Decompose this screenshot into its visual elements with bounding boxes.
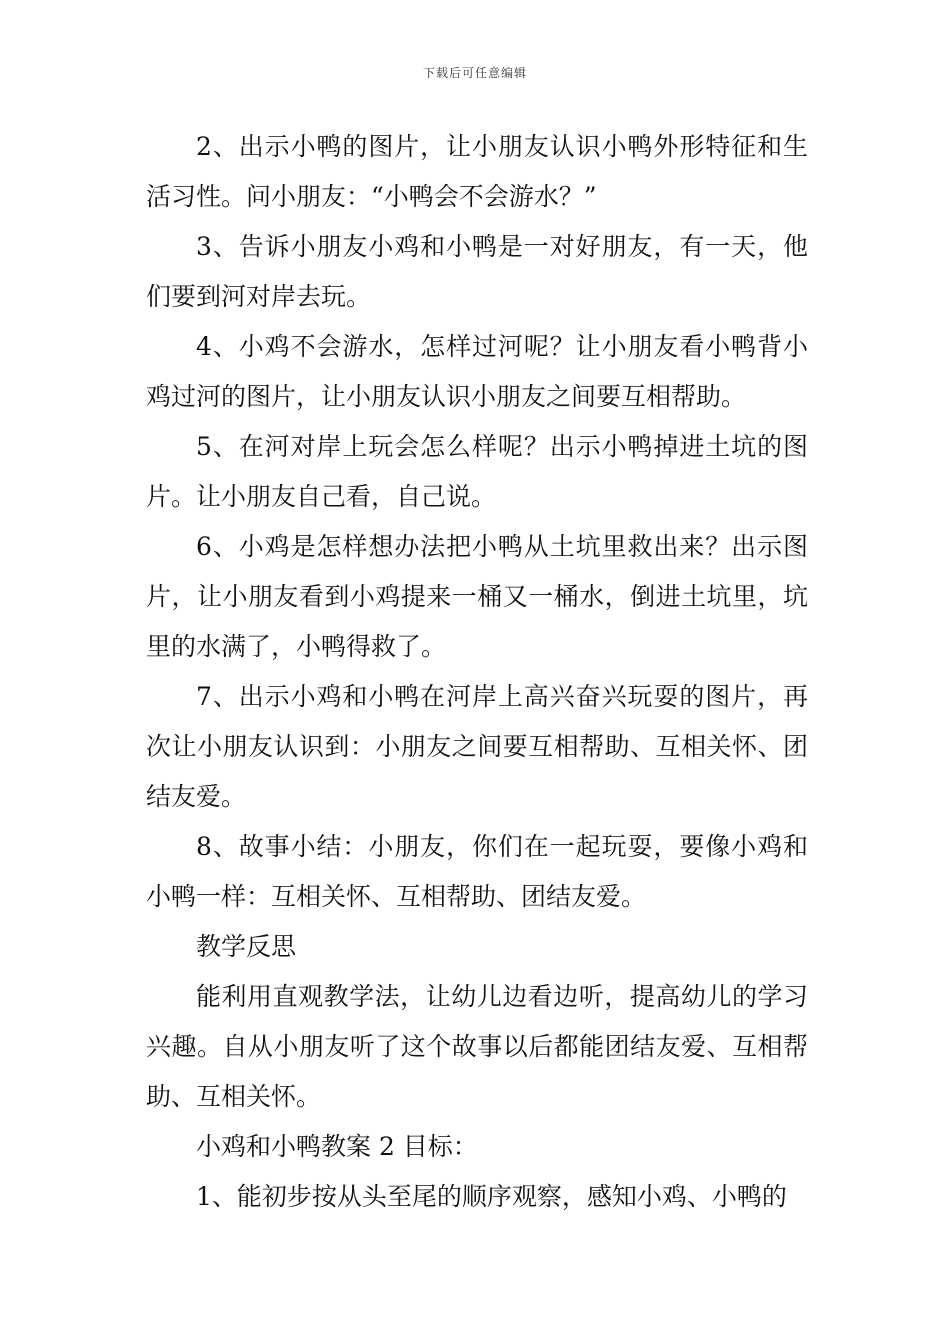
page-header-note: 下载后可任意编辑 <box>422 66 527 80</box>
paragraph-step-5: 5、在河对岸上玩会怎么样呢？出示小鸭掉进土坑的图片。让小朋友自己看，自己说。 <box>146 432 808 511</box>
section-heading-reflection: 教学反思 <box>196 932 297 961</box>
section-heading-lesson-2-goals: 小鸡和小鸭教案 2 目标： <box>196 1132 478 1161</box>
paragraph-step-7: 7、出示小鸡和小鸭在河岸上高兴奋兴玩耍的图片，再次让小朋友认识到：小朋友之间要互相帮助、互相关怀、团结友爱。 <box>146 682 808 811</box>
paragraph-step-3: 3、告诉小朋友小鸡和小鸭是一对好朋友，有一天，他们要到河对岸去玩。 <box>146 232 808 311</box>
paragraph-step-4: 4、小鸡不会游水，怎样过河呢？让小朋友看小鸭背小鸡过河的图片，让小朋友认识小朋友之间要互相帮助。 <box>146 332 808 411</box>
paragraph-step-6: 6、小鸡是怎样想办法把小鸭从土坑里救出来？出示图片，让小朋友看到小鸡提来一桶又一桶水，倒进土坑里，坑里的水满了，小鸭得救了。 <box>146 532 808 661</box>
paragraph-step-8: 8、故事小结：小朋友，你们在一起玩耍，要像小鸡和小鸭一样：互相关怀、互相帮助、团结友爱。 <box>146 832 808 911</box>
paragraph-step-2: 2、出示小鸭的图片，让小朋友认识小鸭外形特征和生活习性。问小朋友：“小鸭会不会游水？” <box>146 132 808 211</box>
paragraph-goal-1: 1、能初步按从头至尾的顺序观察，感知小鸡、小鸭的 <box>196 1182 787 1211</box>
document-body <box>146 122 808 1222</box>
paragraph-reflection: 能利用直观教学法，让幼儿边看边听，提高幼儿的学习兴趣。自从小朋友听了这个故事以后都能团结友爱、互相帮助、互相关怀。 <box>146 982 808 1111</box>
